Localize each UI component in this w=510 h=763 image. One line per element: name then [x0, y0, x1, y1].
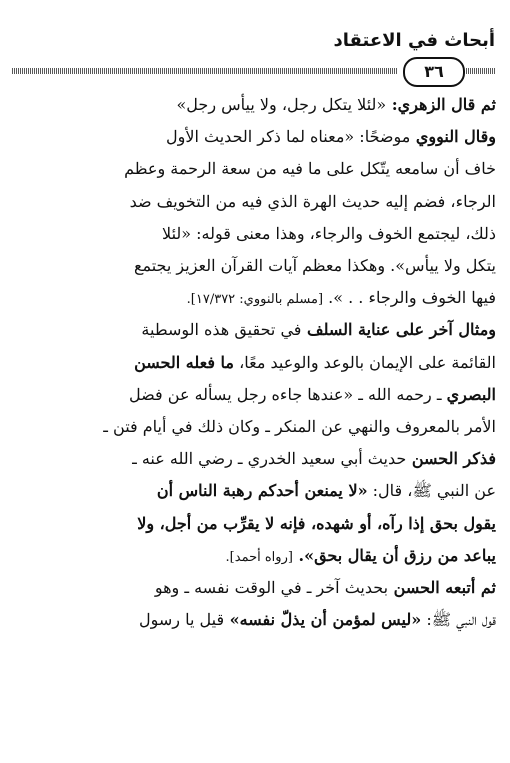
book-title: أبحاث في الاعتقاد [333, 30, 495, 51]
text-line [18, 315, 496, 345]
text-run: موضحًا: «معناه لما ذكر الحديث الأول [166, 127, 411, 147]
text-line [18, 605, 496, 635]
bold-run: يباعد من رزق أن يقال بحق». [292, 545, 496, 565]
bold-run: «ليس لمؤمن أن يذلّ نفسه» [224, 610, 422, 630]
header-rule-right [466, 68, 496, 74]
text-line [18, 187, 496, 217]
bold-run: البصري [446, 384, 496, 404]
text-line [18, 476, 496, 506]
text-run: الأمر بالمعروف والنهي عن المنكر ـ وكان ذلك في أيام فتن ـ [103, 417, 496, 436]
text-line [18, 219, 496, 249]
text-line [18, 348, 496, 378]
text-run: القائمة على الإيمان بالوعد والوعيد معًا، [234, 352, 496, 372]
text-run: قول النبي ﷺ: [421, 610, 496, 630]
page-number: ٣٦ [403, 57, 465, 87]
text-run: [مسلم بالنووي: ١٧/٣٧٢]. [186, 292, 324, 308]
text-run: ـ رحمه الله ـ «عندها جاءه رجل يسأله عن فضل [129, 384, 447, 404]
bold-run: فذكر الحسن [406, 449, 496, 469]
text-run: ذلك، ليجتمع الخوف والرجاء، وهذا معنى قوله: «لئلا [162, 223, 496, 243]
bold-run: وقال النووي [410, 127, 496, 147]
bold-run: ثم أتبعه الحسن [388, 578, 496, 597]
text-line [18, 154, 496, 184]
bold-run: ما فعله الحسن [134, 352, 234, 372]
bold-run: ثم قال الزهري: [386, 95, 496, 114]
text-line [18, 509, 496, 539]
text-line [18, 412, 496, 442]
text-line [18, 251, 496, 281]
text-run: الرجاء، فضم إليه حديث الهرة الذي فيه من التخويف ضد [129, 191, 496, 211]
text-line [18, 283, 496, 313]
bold-run: «لا يمنعن أحدكم رهبة الناس أن [156, 481, 368, 501]
page-header [0, 0, 510, 80]
text-run: عن النبي ﷺ، قال: [367, 481, 496, 501]
bold-run: ومثال آخر على عناية السلف [301, 320, 496, 340]
text-run: [رواه أحمد]. [225, 549, 293, 565]
text-line [18, 90, 496, 120]
text-run: بحديث آخر ـ في الوقت نفسه ـ وهو [154, 578, 389, 597]
text-run: خاف أن سامعه يتّكل على ما فيه من سعة الرحمة وعظم [124, 159, 496, 179]
header-rule-left [12, 68, 397, 74]
text-line [18, 541, 496, 571]
text-line [18, 573, 496, 603]
text-run: حديث أبي سعيد الخدري ـ رضي الله عنه ـ [132, 449, 407, 469]
text-run: يتكل ولا ييأس». وهكذا معظم آيات القرآن العزيز يجتمع [133, 256, 496, 275]
text-line [18, 380, 496, 410]
text-run: فيها الخوف والرجاء . . ». [323, 288, 496, 308]
text-run: في تحقيق هذه الوسطية [141, 320, 302, 340]
text-run: «لئلا يتكل رجل، ولا ييأس رجل» [176, 95, 387, 114]
text-line [18, 444, 496, 474]
text-run: قيل يا رسول [138, 610, 225, 630]
bold-run: يقول بحق إذا رآه، أو شهده، فإنه لا يقرِّب من أجل، ولا [137, 513, 496, 533]
text-line [18, 122, 496, 152]
